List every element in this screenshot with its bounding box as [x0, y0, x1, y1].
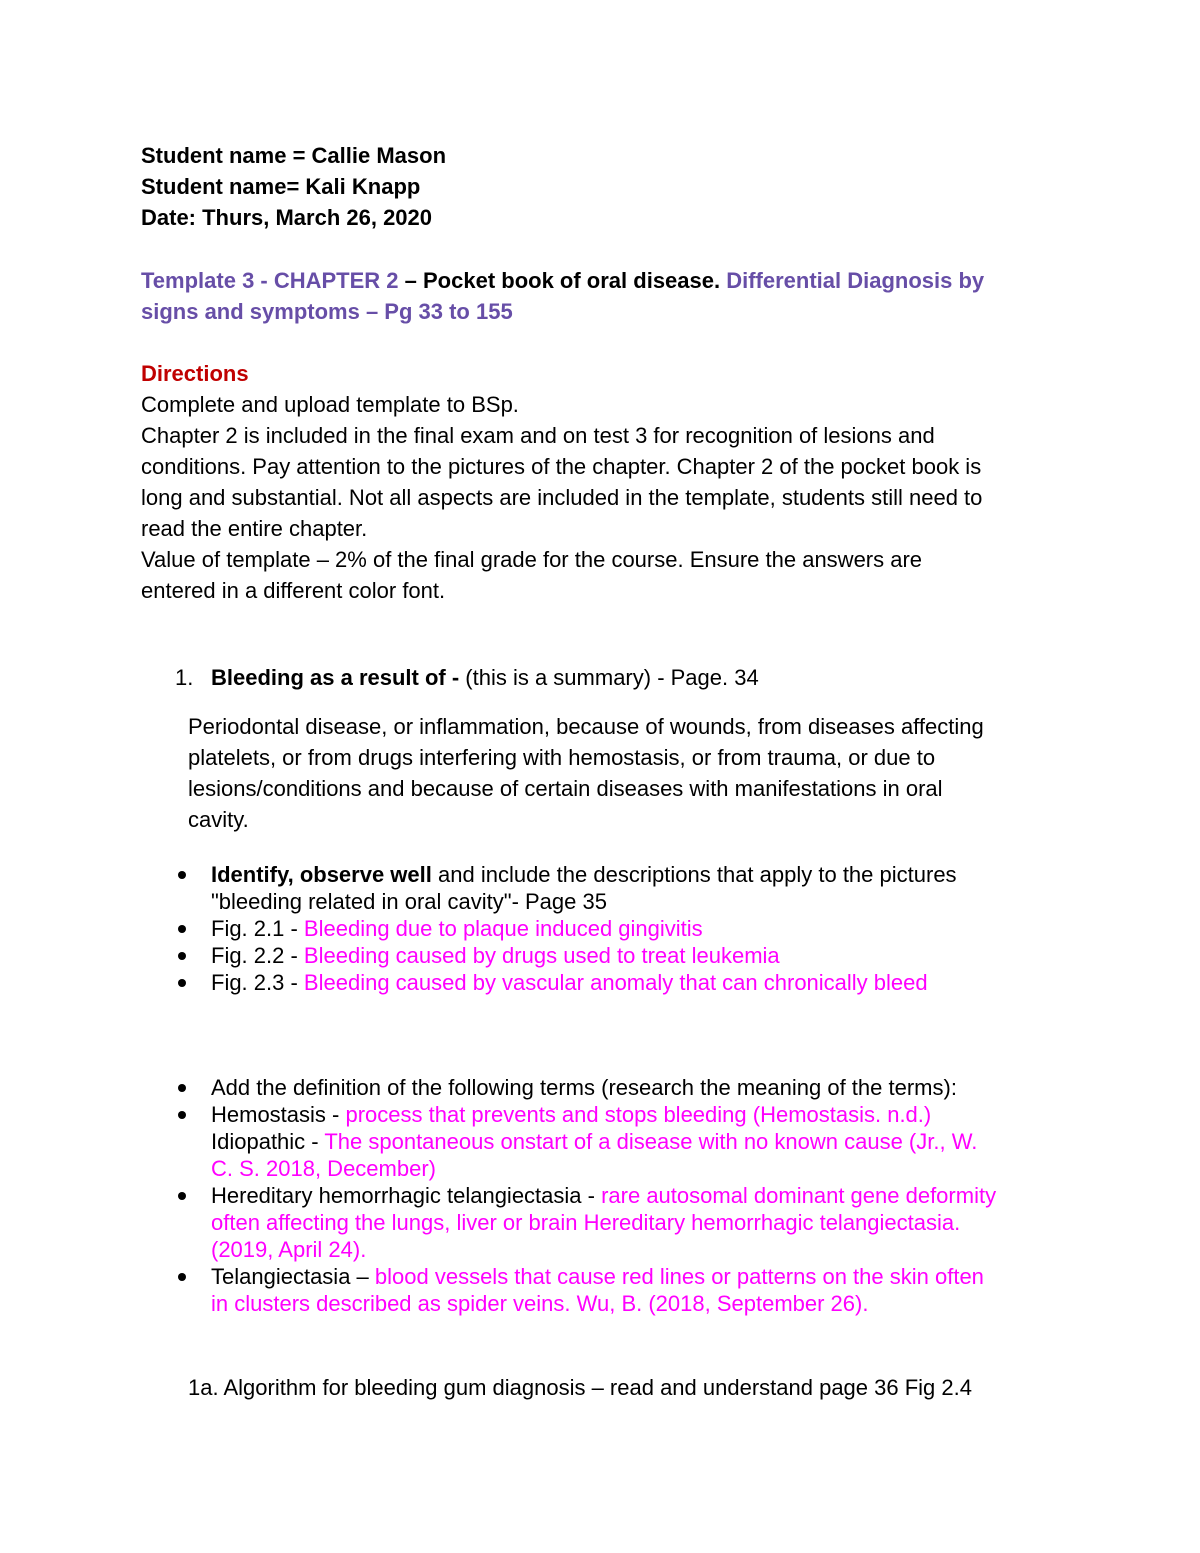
- bullet-icon: [178, 1273, 186, 1281]
- title-book: – Pocket book of oral disease.: [398, 268, 721, 293]
- list-item: [211, 861, 957, 888]
- fig-label: Fig. 2.3 -: [211, 970, 304, 995]
- fig-answer: Bleeding caused by drugs used to treat leukemia: [303, 943, 780, 968]
- term-answer: blood vessels that cause red lines or patterns on the skin often: [374, 1264, 984, 1289]
- term-label: Hemostasis -: [211, 1102, 346, 1127]
- directions-line: conditions. Pay attention to the pictures of the chapter. Chapter 2 of the pocket book is: [141, 454, 982, 479]
- term-answer-line: (2019, April 24).: [211, 1237, 367, 1262]
- item-1a: 1a. Algorithm for bleeding gum diagnosis – read and understand page 36 Fig 2.4: [188, 1375, 972, 1400]
- fig-label: Fig. 2.1 -: [211, 916, 304, 941]
- term-answer: process that prevents and stops bleeding (Hemostasis. n.d.): [345, 1102, 932, 1127]
- fig-answer: Bleeding due to plaque induced gingivitis: [303, 916, 703, 941]
- directions-line: long and substantial. Not all aspects are included in the template, students still need to: [141, 485, 983, 510]
- directions-line: entered in a different color font.: [141, 578, 446, 603]
- term-answer-line: C. S. 2018, December): [211, 1156, 436, 1181]
- bullet-icon: [178, 979, 186, 987]
- item-1-rest: (this is a summary) - Page. 34: [465, 665, 759, 690]
- bullet-icon: [178, 1084, 186, 1092]
- term-answer: rare autosomal dominant gene deformity: [601, 1183, 997, 1208]
- identify-line2: "bleeding related in oral cavity"- Page 35: [211, 889, 607, 914]
- list-item: [211, 915, 703, 942]
- list-item: Add the definition of the following terms (research the meaning of the terms):: [211, 1075, 957, 1100]
- item-number: 1.: [175, 665, 194, 690]
- list-item-continued: [211, 1128, 977, 1155]
- date-line: Date: Thurs, March 26, 2020: [141, 205, 433, 230]
- item-1-answer-line: lesions/conditions and because of certain diseases with manifestations in oral: [188, 776, 943, 801]
- fig-answer: Bleeding caused by vascular anomaly that can chronically bleed: [303, 970, 928, 995]
- bullet-icon: [178, 1111, 186, 1119]
- title-diff-dx: Differential Diagnosis by: [720, 268, 985, 293]
- list-item: [211, 1101, 931, 1128]
- bullet-icon: [178, 1192, 186, 1200]
- title-chapter: Template 3 - CHAPTER 2: [141, 268, 399, 293]
- directions-heading: Directions: [141, 361, 249, 386]
- list-item: [211, 1263, 984, 1290]
- directions-line: Value of template – 2% of the final grade for the course. Ensure the answers are: [141, 547, 923, 572]
- term-answer-line: in clusters described as spider veins. Wu, B. (2018, September 26).: [211, 1291, 869, 1316]
- directions-line: Chapter 2 is included in the final exam and on test 3 for recognition of lesions and: [141, 423, 935, 448]
- student-name-2: Student name= Kali Knapp: [141, 174, 421, 199]
- identify-rest: and include the descriptions that apply to the pictures: [431, 862, 957, 887]
- item-1-bold: Bleeding as a result of -: [211, 665, 466, 690]
- term-label: Telangiectasia –: [211, 1264, 375, 1289]
- item-1-question: [211, 662, 759, 693]
- template-title: [141, 265, 984, 296]
- term-answer-line: often affecting the lungs, liver or brain Hereditary hemorrhagic telangiectasia.: [211, 1210, 961, 1235]
- term-label: Hereditary hemorrhagic telangiectasia -: [211, 1183, 602, 1208]
- list-item: [211, 969, 928, 996]
- bullet-icon: [178, 952, 186, 960]
- fig-label: Fig. 2.2 -: [211, 943, 304, 968]
- term-label: Idiopathic -: [211, 1129, 325, 1154]
- item-1-answer-line: Periodontal disease, or inflammation, because of wounds, from diseases affecting: [188, 714, 984, 739]
- item-1-answer-line: cavity.: [188, 807, 249, 832]
- identify-bold: Identify, observe well: [211, 862, 432, 887]
- list-item: [211, 1182, 996, 1209]
- student-name-1: Student name = Callie Mason: [141, 143, 447, 168]
- template-title-line2: signs and symptoms – Pg 33 to 155: [141, 299, 513, 324]
- bullet-icon: [178, 871, 186, 879]
- list-item: [211, 942, 780, 969]
- term-answer: The spontaneous onstart of a disease with no known cause (Jr., W.: [324, 1129, 978, 1154]
- directions-line: read the entire chapter.: [141, 516, 368, 541]
- directions-line: Complete and upload template to BSp.: [141, 392, 519, 417]
- bullet-icon: [178, 925, 186, 933]
- item-1-answer-line: platelets, or from drugs interfering with hemostasis, or from trauma, or due to: [188, 745, 936, 770]
